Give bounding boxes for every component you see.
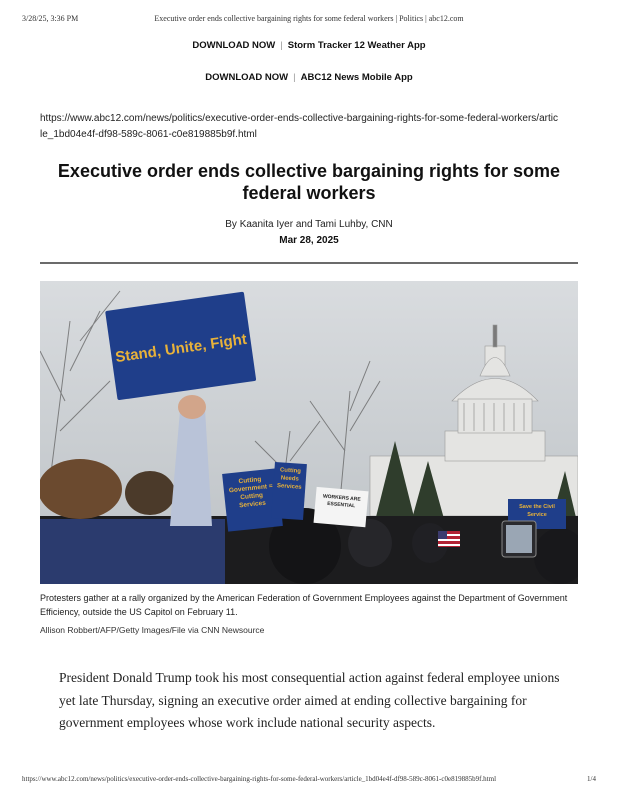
rally-photo-illustration [40,281,578,584]
protest-sign-right-text: Cutting Needs Services [276,467,302,491]
page-number: 1/4 [587,775,596,783]
protest-sign-left-text: Cutting Government = Cutting Services [228,475,273,510]
phone-screen [506,525,532,553]
article-body-paragraph: President Donald Trump took his most consequential action against federal employee unions yet late Thursday, signing an executive order aimed at ending collective bargaining for government employees whose work include national security aspects. [59,670,560,730]
photo-credit: Allison Robbert/AFP/Getty Images/File via CNN Newsource [40,625,265,635]
print-footer-url: https://www.abc12.com/news/politics/executive-order-ends-collective-bargaining-rights-for-some-federal-workers/article_1bd04e4f-df98-589c-8061-c0e819885b9f.html [22,775,497,783]
main-sign-text: Stand, Unite, Fight [114,330,248,367]
promo-separator: | [293,72,296,83]
news-app-link[interactable]: ABC12 News Mobile App [300,72,413,83]
protest-sign-far-text: Save the Civil Service [519,504,555,518]
article-photo [40,281,578,584]
print-footer [22,775,596,787]
promo-separator: | [280,40,283,51]
protest-sign-white [314,487,369,527]
protest-sign-white-text: WORKERS ARE ESSENTIAL [322,493,361,510]
photo-caption: Protesters gather at a rally organized by the American Federation of Government Employees against the Department of Government Efficiency, outside the US Capitol on February 11. [40,593,568,617]
american-flag [438,531,460,547]
article-byline: By Kaanita Iyer and Tami Luhby, CNN [225,219,393,230]
print-header [22,14,596,26]
print-page-title: Executive order ends collective bargaining rights for some federal workers | Politics | abc12.com [154,14,464,23]
download-now-link[interactable]: DOWNLOAD NOW [205,72,289,83]
article-date: Mar 28, 2025 [279,235,339,246]
article-source-url[interactable]: https://www.abc12.com/news/politics/executive-order-ends-collective-bargaining-rights-for-some-federal-workers/article_1bd04e4f-df98-589c-8061-c0e819885b9f.html [40,113,558,140]
weather-app-link[interactable]: Storm Tracker 12 Weather App [287,40,426,51]
divider [40,262,578,264]
promo-news-app[interactable] [0,72,618,83]
print-datetime: 3/28/25, 3:36 PM [22,14,79,23]
download-now-link[interactable]: DOWNLOAD NOW [192,40,276,51]
article-headline: Executive order ends collective bargaining rights for some federal workers [57,161,561,203]
promo-weather-app[interactable] [0,40,618,51]
